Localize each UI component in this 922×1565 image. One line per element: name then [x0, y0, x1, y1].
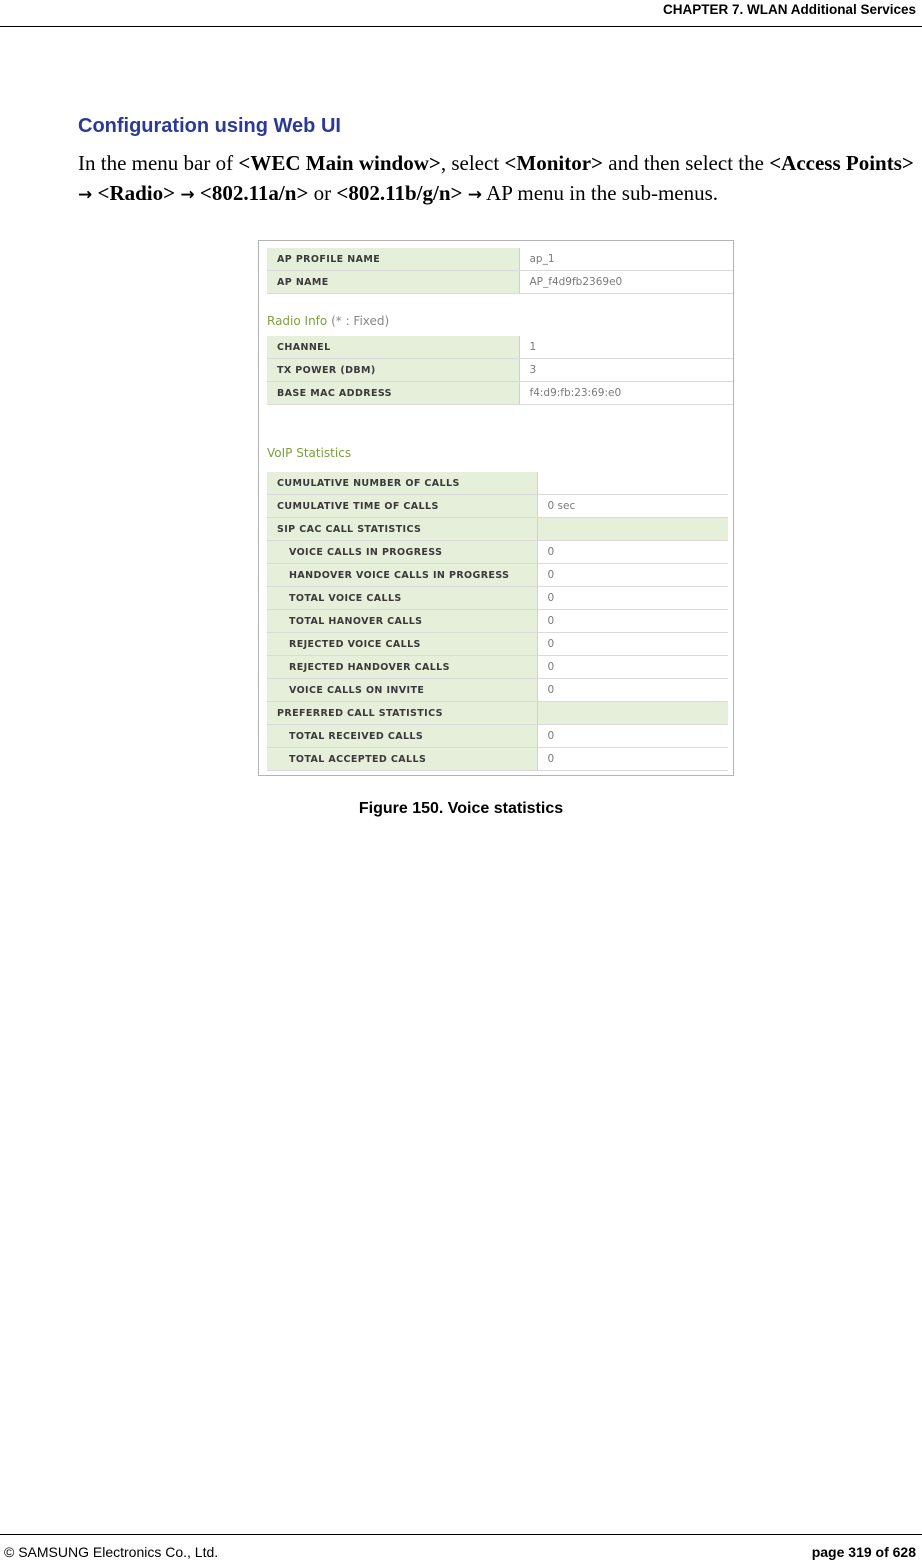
table-row	[267, 495, 728, 518]
table-row	[267, 610, 728, 633]
stat-label: TOTAL HANOVER CALLS	[267, 610, 537, 633]
stat-value	[537, 702, 728, 725]
ap-info-table	[267, 248, 733, 294]
stat-value: 0	[537, 564, 728, 587]
stat-label: CUMULATIVE NUMBER OF CALLS	[267, 472, 537, 495]
stat-label: TOTAL RECEIVED CALLS	[267, 725, 537, 748]
stat-label: CUMULATIVE TIME OF CALLS	[267, 495, 537, 518]
table-row	[267, 541, 728, 564]
footer-rule	[0, 1534, 922, 1535]
ap-profile-name-value: ap_1	[519, 248, 733, 271]
footer-page-number: page 319 of 628	[811, 1544, 916, 1560]
stat-label: TOTAL VOICE CALLS	[267, 587, 537, 610]
stat-value	[537, 472, 728, 495]
menu-radio: <Radio>	[97, 181, 176, 205]
table-row	[267, 656, 728, 679]
stat-label: VOICE CALLS IN PROGRESS	[267, 541, 537, 564]
menu-80211bgn: <802.11b/g/n>	[336, 181, 463, 205]
arrow-right-icon: →	[467, 185, 482, 205]
channel-label: CHANNEL	[267, 336, 519, 359]
stat-label: TOTAL ACCEPTED CALLS	[267, 748, 537, 771]
menu-monitor: <Monitor>	[504, 151, 603, 175]
stat-value: 0	[537, 725, 728, 748]
stat-value: 0	[537, 633, 728, 656]
stat-group-label: SIP CAC CALL STATISTICS	[267, 518, 537, 541]
stat-value: 0	[537, 656, 728, 679]
voice-statistics-figure	[258, 240, 734, 776]
table-row	[267, 472, 728, 495]
stat-label: HANDOVER VOICE CALLS IN PROGRESS	[267, 564, 537, 587]
stat-value: 0	[537, 748, 728, 771]
para-text: or	[308, 181, 337, 205]
tx-power-value: 3	[519, 359, 733, 382]
table-row	[267, 679, 728, 702]
tx-power-label: TX POWER (DBM)	[267, 359, 519, 382]
para-text: In the menu bar of	[78, 151, 239, 175]
table-row	[267, 725, 728, 748]
arrow-right-icon: →	[180, 185, 195, 205]
table-row	[267, 248, 733, 271]
stat-value: 0	[537, 679, 728, 702]
stat-value: 0 sec	[537, 495, 728, 518]
table-row	[267, 382, 733, 405]
menu-80211an: <802.11a/n>	[199, 181, 309, 205]
table-row	[267, 518, 728, 541]
base-mac-label: BASE MAC ADDRESS	[267, 382, 519, 405]
radio-info-title	[267, 314, 389, 328]
stat-value: 0	[537, 541, 728, 564]
stat-group-label: PREFERRED CALL STATISTICS	[267, 702, 537, 725]
header-rule	[0, 26, 922, 27]
table-row	[267, 633, 728, 656]
radio-info-table	[267, 336, 733, 405]
stat-value	[537, 518, 728, 541]
para-text: and then select the	[603, 151, 770, 175]
arrow-right-icon: →	[78, 185, 93, 205]
menu-access-points: <Access Points>	[769, 151, 914, 175]
table-row	[267, 748, 728, 771]
base-mac-value: f4:d9:fb:23:69:e0	[519, 382, 733, 405]
menu-wec-main-window: <WEC Main window>	[238, 151, 441, 175]
stat-value: 0	[537, 587, 728, 610]
table-row	[267, 359, 733, 382]
fixed-note: (* : Fixed)	[331, 314, 390, 328]
voip-statistics-table	[267, 472, 728, 771]
radio-info-label: Radio Info	[267, 314, 328, 328]
para-text: , select	[440, 151, 505, 175]
instruction-paragraph	[78, 148, 914, 210]
ap-profile-name-label: AP PROFILE NAME	[267, 248, 519, 271]
table-row	[267, 336, 733, 359]
table-row	[267, 587, 728, 610]
voip-statistics-title: VoIP Statistics	[267, 446, 352, 460]
table-row	[267, 564, 728, 587]
footer-copyright: © SAMSUNG Electronics Co., Ltd.	[4, 1544, 219, 1560]
chapter-header: CHAPTER 7. WLAN Additional Services	[662, 2, 916, 17]
stat-value: 0	[537, 610, 728, 633]
section-heading: Configuration using Web UI	[78, 115, 341, 137]
para-text: AP menu in the sub-menus.	[481, 181, 719, 205]
stat-label: VOICE CALLS ON INVITE	[267, 679, 537, 702]
figure-caption: Figure 150. Voice statistics	[358, 800, 564, 817]
channel-value: 1	[519, 336, 733, 359]
ap-name-value: AP_f4d9fb2369e0	[519, 271, 733, 294]
stat-label: REJECTED HANDOVER CALLS	[267, 656, 537, 679]
stat-label: REJECTED VOICE CALLS	[267, 633, 537, 656]
table-row	[267, 271, 733, 294]
table-row	[267, 702, 728, 725]
ap-name-label: AP NAME	[267, 271, 519, 294]
